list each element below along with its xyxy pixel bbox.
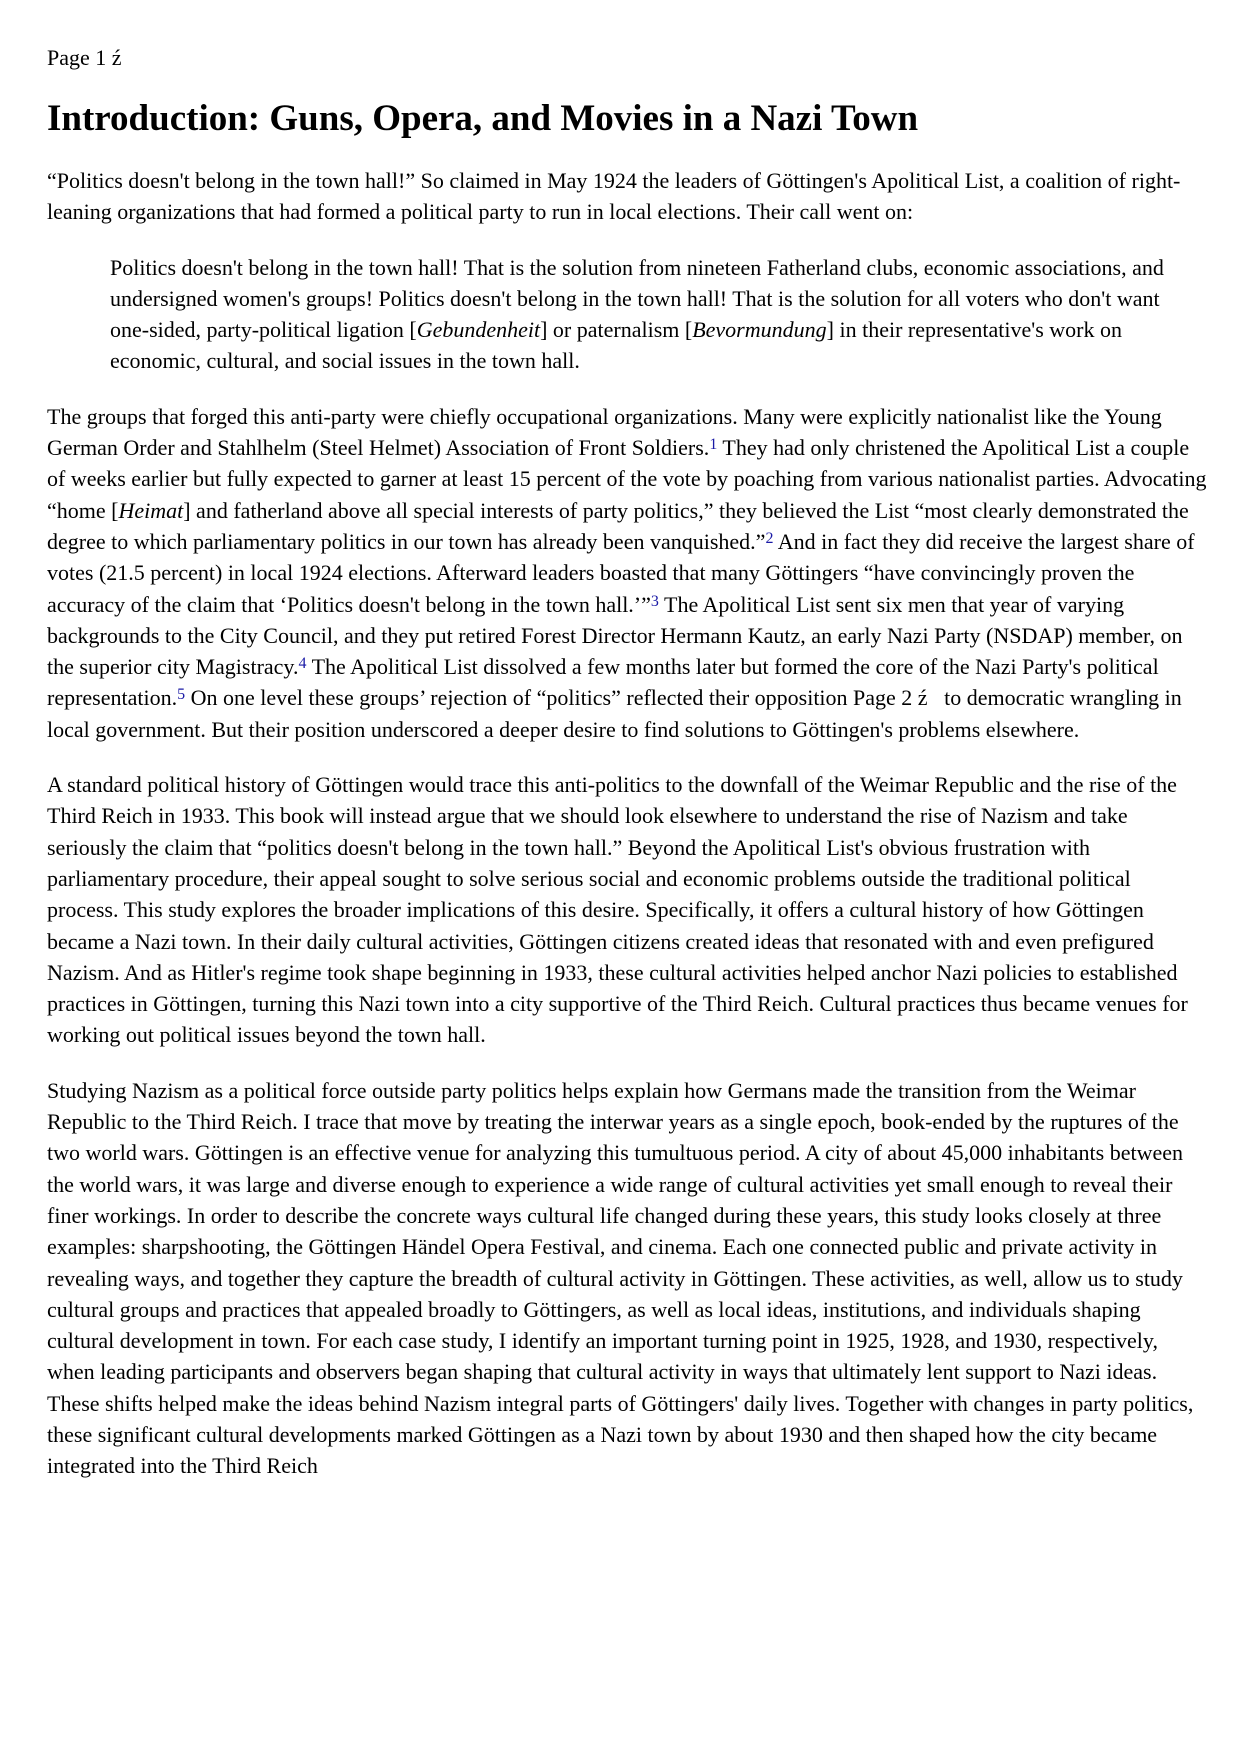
- document-page: [47, 42, 1207, 1506]
- quote-term-gebundenheit: Gebundenheit: [416, 317, 541, 343]
- inline-page-marker: Page 2 ź: [853, 685, 939, 711]
- quote-term-bevormundung: Bevormundung: [692, 317, 827, 343]
- quote-text-1: Politics doesn't belong in the town hall! That is the solution from nineteen Fatherland clubs, economic associations, and undersigned women's groups! Politics doesn't belong in the town hall! That is the solution for all voters who don't want one-sided, party-political ligation [: [110, 254, 1164, 343]
- p2-sentence-7: On one level these groups’ rejection of “politics” reflected their opposition: [185, 685, 854, 711]
- p2-sentence-8: to democratic wrangling in local government. But their position underscored a deeper desire to find solutions to Göttingen's problems elsewhere.: [47, 685, 1182, 742]
- p2-sentence-1: The groups that forged this anti-party were chiefly occupational organizations. Many were explicitly nationalist like the Young German Order and Stahlhelm (Steel Helmet) Association of Front Soldiers.: [47, 403, 1162, 461]
- p2-sentence-4: And in fact they did receive the largest share of votes (21.5 percent) in local 1924 elections. Afterward leaders boasted that many Göttingers “have convincingly proven the accuracy of the claim that ‘Politics doesn't belong in the town hall.’”: [47, 528, 1195, 617]
- quote-text-2: ] or paternalism [: [540, 317, 693, 343]
- paragraph-1: “Politics doesn't belong in the town hall!” So claimed in May 1924 the leaders of Göttingen's Apolitical List, a coalition of right-leaning organizations that had formed a political party to run in local elections. Their call went on:: [47, 168, 1181, 225]
- page-marker: Page 1 ź: [47, 45, 122, 70]
- footnote-link-2[interactable]: 2: [765, 529, 774, 547]
- block-quote: [110, 252, 1195, 377]
- p2-sentence-3: ] and fatherland above all special interests of party politics,” they believed the List “most clearly demonstrated the degree to which parliamentary politics in our town has already been vanquished.”: [47, 497, 1189, 554]
- footnote-link-3[interactable]: 3: [650, 592, 659, 610]
- footnote-link-4[interactable]: 4: [298, 655, 307, 673]
- paragraph-2: [47, 401, 1207, 745]
- quote-text-3: ] in their representative's work on economic, cultural, and social issues in the town hall.: [110, 317, 1123, 374]
- footnote-link-1[interactable]: 1: [709, 436, 718, 454]
- paragraph-4: Studying Nazism as a political force outside party politics helps explain how Germans made the transition from the Weimar Republic to the Third Reich. I trace that move by treating the interwar years as a single epoch, book-ended by the ruptures of the two world wars. Göttingen is an effective venue for analyzing this tumultuous period. A city of about 45,000 inhabitants between the world wars, it was large and diverse enough to experience a wide range of cultural activities yet small enough to reveal their finer workings. In order to describe the concrete ways cultural life changed during these years, this study looks closely at three examples: sharpshooting, the Göttingen Händel Opera Festival, and cinema. Each one connected public and private activity in revealing ways, and together they capture the breadth of cultural activity in Göttingen. These activities, as well, allow us to study cultural groups and practices that appealed broadly to Göttingers, as well as local ideas, institutions, and individuals shaping cultural development in town. For each case study, I identify an important turning point in 1925, 1928, and 1930, respectively, when leading participants and observers began shaping that cultural activity in ways that ultimately lent support to Nazi ideas. These shifts helped make the ideas behind Nazism integral parts of Göttingers' daily lives. Together with changes in party politics, these significant cultural developments marked Göttingen as a Nazi town by about 1930 and then shaped how the city became integrated into the Third Reich: [47, 1077, 1194, 1479]
- p2-sentence-6: The Apolitical List dissolved a few months later but formed the core of the Nazi Party's political representation.: [47, 654, 1159, 711]
- paragraph-3: A standard political history of Göttingen would trace this anti-politics to the downfall of the Weimar Republic and the rise of the Third Reich in 1933. This book will instead argue that we should look elsewhere to understand the rise of Nazism and take seriously the claim that “politics doesn't belong in the town hall.” Beyond the Apolitical List's obvious frustration with parliamentary procedure, their appeal sought to solve serious social and economic problems outside the traditional political process. This study explores the broader implications of this desire. Specifically, it offers a cultural history of how Göttingen became a Nazi town. In their daily cultural activities, Göttingen citizens created ideas that resonated with and even prefigured Nazism. And as Hitler's regime took shape beginning in 1933, these cultural activities helped anchor Nazi policies to established practices in Göttingen, turning this Nazi town into a city supportive of the Third Reich. Cultural practices thus became venues for working out political issues beyond the town hall.: [47, 772, 1188, 1048]
- footnote-link-5[interactable]: 5: [177, 686, 186, 704]
- term-heimat: Heimat: [118, 497, 184, 523]
- p2-sentence-2: They had only christened the Apolitical List a couple of weeks earlier but fully expected to garner at least 15 percent of the vote by poaching from various nationalist parties. Advocating “home [: [47, 435, 1207, 523]
- chapter-title: Introduction: Guns, Opera, and Movies in a Nazi Town: [47, 98, 919, 139]
- p2-sentence-5: The Apolitical List sent six men that year of varying backgrounds to the City Council, and they put retired Forest Director Hermann Kautz, an early Nazi Party (NSDAP) member, on the superior city Magistracy.: [47, 591, 1183, 680]
